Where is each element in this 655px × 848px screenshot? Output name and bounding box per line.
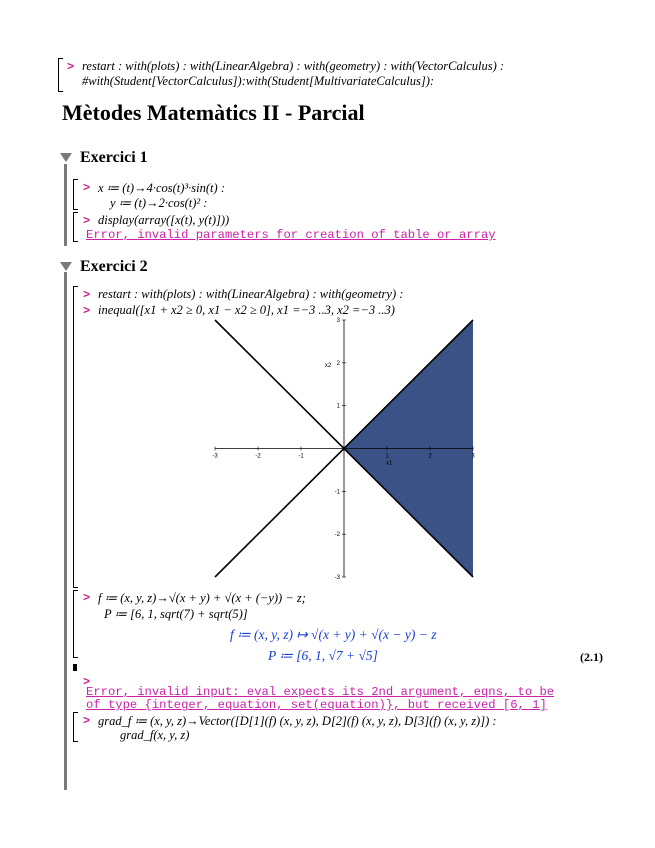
exercici2-bracket-2 [73,590,78,658]
display-command[interactable]: display(array([x(t), y(t)])) [98,213,230,227]
empty-prompt[interactable]: > [83,674,91,688]
p-output: P ≔ [6, 1, √7 + √5] [268,648,378,663]
input-prompt: > [83,287,91,301]
exercici2-bracket-3 [73,712,78,742]
grad-f-call-command[interactable]: grad_f(x, y, z) [120,728,190,742]
exercici1-bracket-1 [73,179,78,210]
section-bar[interactable] [64,272,67,790]
input-prompt: > [83,713,91,727]
x-tick-label: -1 [298,453,304,460]
x-axis-label: x1 [385,460,393,467]
exercici1-bracket-2 [73,212,78,242]
small-bracket-marker [73,664,77,671]
error-message: Error, invalid parameters for creation of table or array [86,228,496,242]
y-tick-label: -3 [334,575,340,581]
page-title: Mètodes Matemàtics II - Parcial [62,100,365,125]
exercici2-heading: Exercici 2 [80,258,148,275]
p-definition-command[interactable]: P ≔ [6, 1, sqrt(7) + sqrt(5)] [104,607,248,621]
error-message: Error, invalid input: eval expects its 2nd argument, eqns, to be [86,685,555,699]
exercici1-heading: Exercici 1 [80,149,148,166]
restart-command[interactable]: restart : with(plots) : with(LinearAlgebra) : with(geometry) : with(VectorCalculus) : [82,59,505,73]
error-message: of type {integer, equation, set(equation)}, but received [6, 1] [86,698,547,712]
section-bar[interactable] [64,164,67,246]
f-output: f ≔ (x, y, z) ↦ √(x + y) + √(x − y) − z [230,627,437,642]
y-tick-label: 3 [336,318,340,324]
y-tick-label: 1 [336,403,340,410]
x-tick-label: -2 [255,453,261,460]
input-prompt: > [83,590,91,604]
top-input-bracket [58,58,63,92]
x-tick-label: 1 [385,453,389,460]
input-prompt: > [83,180,91,194]
y-tick-label: 2 [336,360,340,367]
x-tick-label: 2 [428,453,432,460]
inequal-command[interactable]: inequal([x1 + x2 ≥ 0, x1 − x2 ≥ 0], x1 =−3 ..3, x2 =−3 ..3) [98,303,395,317]
y-tick-label: -2 [334,532,340,539]
exercici2-bracket-1 [73,286,78,588]
x-tick-label: -3 [212,453,218,460]
y-definition-command[interactable]: y ≔ (t)→2·cos(t)² : [110,196,208,210]
collapse-triangle-icon[interactable] [60,153,72,162]
y-axis-label: x2 [324,363,332,370]
input-prompt: > [67,59,75,73]
comment-command[interactable]: #with(Student[VectorCalculus]):with(Student[MultivariateCalculus]): [82,74,435,88]
equation-label: (2.1) [580,650,603,664]
f-definition-command[interactable]: f ≔ (x, y, z)→√(x + y) + √(x + (−y)) − z; [98,591,306,605]
restart-command-2[interactable]: restart : with(plots) : with(LinearAlgebra) : with(geometry) : [98,287,404,301]
collapse-triangle-icon[interactable] [60,262,72,271]
x-definition-command[interactable]: x ≔ (t)→4·cos(t)³·sin(t) : [98,181,225,195]
grad-f-command[interactable]: grad_f ≔ (x, y, z)→Vector([D[1](f) (x, y, z), D[2](f) (x, y, z), D[3](f) (x, y, z)]) : [98,714,497,728]
input-prompt: > [83,303,91,317]
y-tick-label: -1 [334,489,340,496]
inequality-plot[interactable] [205,315,485,585]
x-tick-label: 3 [471,453,475,460]
input-prompt: > [83,213,91,227]
